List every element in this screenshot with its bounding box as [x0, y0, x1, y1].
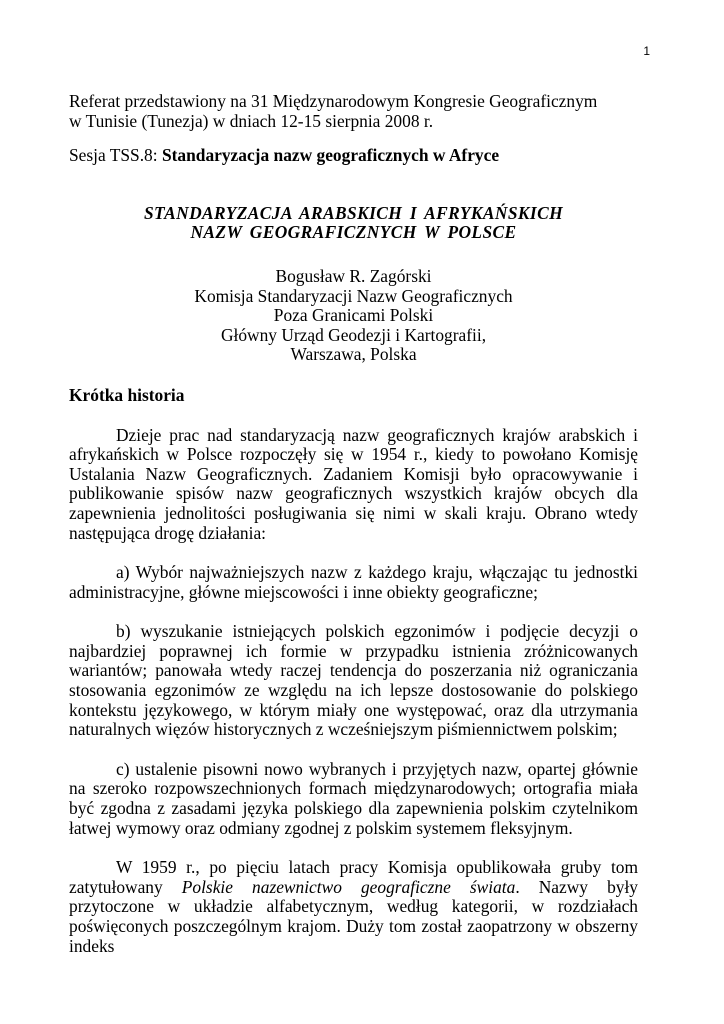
paper-title: [69, 204, 638, 243]
conference-line-1: Referat przedstawiony na 31 Międzynarodowym Kongresie Geograficznym: [69, 91, 598, 111]
section-heading: Krótka historia: [69, 384, 185, 405]
session-title: Standaryzacja nazw geograficznych w Afryce: [161, 145, 500, 166]
session-label: Sesja TSS.8:: [69, 145, 162, 166]
author-name: Bogusław R. Zagórski: [275, 265, 432, 286]
paragraph-1959-pre: W 1959 r., po pięciu latach pracy Komisja opublikowała gruby tom zatytułowany: [69, 857, 638, 897]
book-title: Polskie nazewnictwo geograficzne świata: [181, 876, 516, 897]
document-body: [69, 92, 638, 956]
list-item-a: a) Wybór najważniejszych nazw z każdego kraju, włączając tu jednostki administracyjne, główne miejscowości i inne obiekty geograficzne;: [69, 562, 638, 602]
conference-line-2: w Tunisie (Tunezja) w dniach 12-15 sierpnia 2008 r.: [69, 110, 434, 131]
list-item-b: b) wyszukanie istniejących polskich egzonimów i podjęcie decyzji o najbardziej poprawnej ich formie w przypadku istnienia zróżnicowanych wariantów; panowała wtedy raczej tendencja do poszerzania niż ograniczania stosowania egzonimów ze względu na ich lepsze dostosowanie do polskiego kontekstu językowego, w którym miały one występować, oraz dla utrzymania naturalnych więzów historycznych z wcześniejszym piśmiennictwem polskim;: [69, 621, 638, 740]
paper-title-line-2: NAZW GEOGRAFICZNYCH W POLSCE: [190, 222, 517, 243]
author-block: [69, 267, 638, 365]
list-item-c: c) ustalenie pisowni nowo wybranych i przyjętych nazw, opartej głównie na szeroko rozpowszechnionych formach międzynarodowych; ortografia miała być zgodna z zasadami języka polskiego dla zapewnienia polskim czytelnikom łatwej wymowy oraz odmiany zgodnej z polskim systemem fleksyjnym.: [69, 758, 638, 838]
author-affiliation-3: Główny Urząd Geodezji i Kartografii,: [220, 324, 487, 345]
conference-header: [69, 92, 638, 131]
paper-title-line-1: STANDARYZACJA ARABSKICH I AFRYKAŃSKICH: [143, 202, 564, 223]
session-line: [69, 146, 638, 166]
paragraph-1959-post: . Nazwy były przytoczone w układzie alfabetycznym, według kategorii, w rozdziałach poświęconych poszczególnym krajom. Duży tom został zaopatrzony w obszerny indeks: [69, 876, 638, 956]
author-affiliation-2: Poza Granicami Polski: [273, 305, 434, 326]
page-number: 1: [643, 44, 650, 58]
paragraph-history-intro: Dzieje prac nad standaryzacją nazw geograficznych krajów arabskich i afrykańskich w Polsce rozpoczęły się w 1954 r., kiedy to powołano Komisję Ustalania Nazw Geograficznych. Zadaniem Komisji było opracowywanie i publikowanie spisów nazw geograficznych wszystkich krajów obcych dla zapewnienia jednolitości posługiwania się nimi w skali kraju. Obrano wtedy następująca drogę działania:: [69, 424, 638, 543]
author-affiliation-4: Warszawa, Polska: [290, 344, 417, 365]
author-affiliation-1: Komisja Standaryzacji Nazw Geograficznych: [194, 285, 513, 306]
paragraph-1959: [69, 858, 638, 956]
